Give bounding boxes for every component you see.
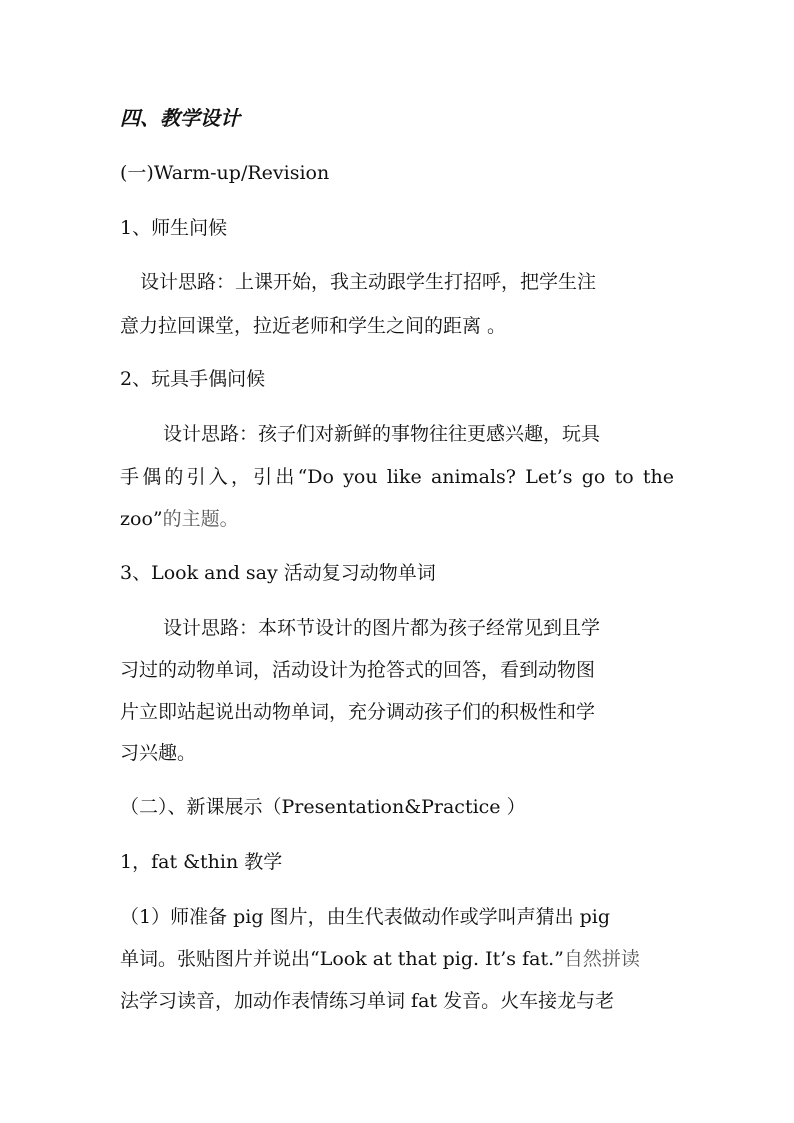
- item-title: 1、师生问候: [120, 217, 228, 239]
- paragraph-fragment: 的主题。: [162, 508, 239, 530]
- paragraph-fragment: 单词。张贴图片并说出“Look at that pig. It’s fat.”: [120, 948, 564, 970]
- paragraph-line: [120, 947, 676, 971]
- paragraph-line: 手偶的引入，引出“Do you like animals? Let’s go to the: [120, 466, 674, 488]
- item-title: 1，fat &thin 教学: [120, 851, 283, 873]
- paragraph-line: [120, 507, 680, 531]
- paragraph-line: 法学习读音，加动作表情练习单词 fat 发音。火车接龙与老: [120, 990, 615, 1012]
- paragraph-line: （1）师准备 pig 图片，由生代表做动作或学叫声猜出 pig: [120, 906, 611, 928]
- paragraph-line: 设计思路：本环节设计的图片都为孩子经常见到且学: [163, 617, 601, 639]
- paragraph-line: 意力拉回课堂，拉近老师和学生之间的距离 。: [120, 315, 507, 337]
- paragraph-line: 习兴趣。: [120, 742, 197, 764]
- paragraph-line: 设计思路：上课开始，我主动跟学生打招呼，把学生注: [140, 271, 597, 293]
- section-title: (一)Warm-up/Revision: [120, 162, 330, 184]
- paragraph-line: 习过的动物单词，活动设计为抢答式的回答，看到动物图: [120, 659, 596, 681]
- paragraph-fragment: zoo”: [120, 508, 163, 530]
- section-title: （二）、新课展示（Presentation&Practice ）: [120, 796, 526, 818]
- paragraph-fragment: 自然拼读: [563, 948, 640, 970]
- document-heading: 四、教学设计: [120, 106, 240, 130]
- paragraph-line: 片立即站起说出动物单词，充分调动孩子们的积极性和学: [120, 701, 596, 723]
- paragraph-line: 设计思路：孩子们对新鲜的事物往往更感兴趣，玩具: [163, 423, 601, 445]
- item-title: 3、Look and say 活动复习动物单词: [120, 562, 436, 584]
- item-title: 2、玩具手偶问候: [120, 368, 266, 390]
